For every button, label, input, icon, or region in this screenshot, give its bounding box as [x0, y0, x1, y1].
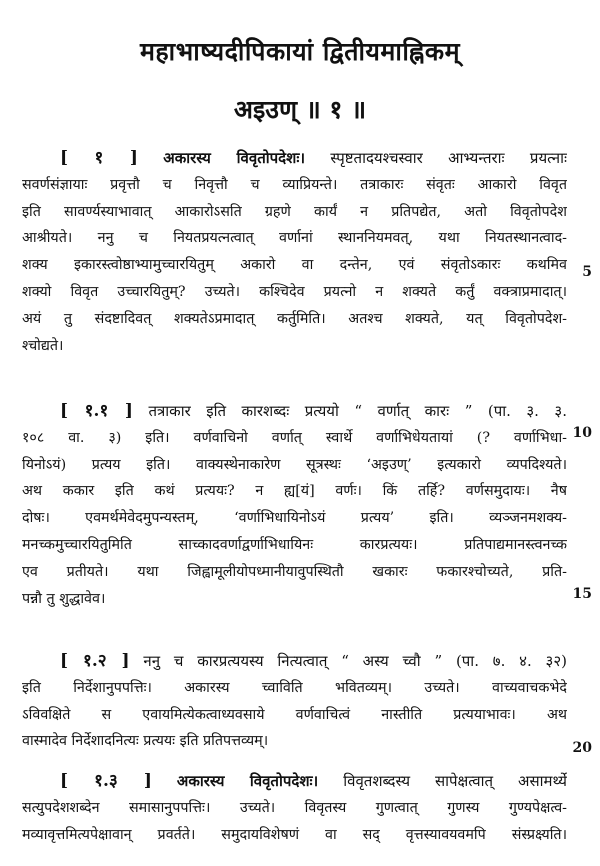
line-number: 10 [572, 425, 592, 441]
section-1 [22, 145, 567, 359]
section-first-line [22, 145, 567, 172]
sutra-heading: अइउण् ॥ १ ॥ [233, 95, 367, 124]
text-line: मव्यावृत्तमित्यपेक्षावान् प्रवर्तते। समुदायविशेषणं वा सद् वृत्तस्यावयवमपि संस्प्रक्ष्यति। [22, 826, 567, 843]
text-line: सत्युपदेशशब्देन समासानुपपत्तिः। उच्यते। विवृतस्य गुणत्वात् गुणस्य गुण्यपेक्षत्व- [22, 799, 567, 816]
text-line: ऽविवक्षिते स एवायमित्येकत्वाध्यवसाये वर्णवाचित्वं नास्तीति प्रत्ययाभावः। अथ [22, 706, 567, 723]
section-1-1 [22, 398, 567, 612]
text-line: दोषः। एवमर्थमेवेदमुपन्यस्तम्, ‘वर्णाभिधायिनोऽयं प्रत्यय’ इति। व्यञ्जनमशक्य- [22, 510, 567, 527]
text-line: शक्यो विवृत उच्चारयितुम्? उच्यते। कश्चिदेव प्रयत्नो न शक्यते कर्तुं वक्त्राप्रमादात्। [22, 283, 567, 300]
section-first-line [22, 398, 567, 425]
text-line: एव प्रतीयते। यथा जिह्वामूलीयोपध्मानीयावुपस्थितौ खकारः फकारश्चोच्यते, प्रति- [22, 563, 567, 580]
text-line: यिनोऽयं) प्रत्यय इति। वाक्यस्थेनाकारेण सूत्रस्थः ‘अइउण्’ इत्यकारो व्यपदिश्यते। [22, 456, 567, 473]
section-label: [ १ ] [60, 148, 138, 168]
text-line: अथ ककार इति कथं प्रत्ययः? न ह्य[यं] वर्णः। किं तर्हि? वर्णसमुदायः। नैष [22, 483, 567, 500]
line-number: 15 [572, 586, 592, 602]
text-line: विवृतशब्दस्य सापेक्षत्वात् असामर्थ्ये [343, 772, 567, 790]
line-number: 5 [582, 264, 592, 280]
section-label: [ १.२ ] [60, 651, 130, 671]
text-line: इति निर्देशानुपपत्तिः। अकारस्य च्वाविति भवितव्यम्। उच्यते। वाच्यवाचकभेदे [22, 679, 567, 696]
text-line: अयं तु संदष्टादिवत् शक्यतेऽप्रमादात् कर्तुमिति। अतश्च शक्यते, यत् विवृतोपदेश- [22, 310, 567, 327]
section-first-line [22, 648, 567, 675]
section-label: [ १.१ ] [60, 401, 133, 421]
section-label: [ १.३ ] [60, 771, 152, 791]
line-number: 20 [572, 740, 592, 756]
text-line: वास्मादेव निर्देशादनित्यः प्रत्ययः इति प्रतिपत्तव्यम्। [22, 733, 269, 750]
text-line: मनच्कमुच्चारयितुमिति साच्कादवर्णाद्वर्णाभिधायिनः कारप्रत्ययः। प्रतिपाद्यमानस्त्वनच्क [22, 536, 567, 553]
section-1-2 [22, 648, 567, 755]
section-first-line [22, 768, 567, 795]
text-line: इति सावर्ण्यस्याभावात् आकारोऽसति ग्रहणे कार्यं न प्रतिपद्येत, अतो विवृतोपदेश [22, 203, 567, 220]
section-heading: अकारस्य विवृतोपदेशः। [163, 149, 306, 167]
section-heading: अकारस्य विवृतोपदेशः। [176, 772, 319, 790]
text-line: श्चोद्यते। [22, 337, 64, 354]
page-title: महाभाष्यदीपिकायां द्वितीयमाह्निकम् [139, 37, 461, 66]
text-line: १०८ वा. ३) इति। वर्णवाचिनो वर्णात् स्वार्थे वर्णाभिधेयतायां (? वर्णाभिधा- [22, 429, 567, 446]
text-line: ननु च कारप्रत्ययस्य नित्यत्वात् “ अस्य च्वौ ” (पा. ७. ४. ३२) [143, 652, 567, 670]
text-line: तत्राकार इति कारशब्दः प्रत्ययो “ वर्णात् कारः ” (पा. ३. ३. [148, 402, 567, 420]
text-line: स्पृष्टतादयश्चस्वार आभ्यन्तराः प्रयत्नाः [330, 149, 567, 167]
section-1-3 [22, 768, 567, 848]
text-line: सवर्णसंज्ञायाः प्रवृत्तौ च निवृत्तौ च व्याप्रियन्ते। तत्राकारः संवृतः आकारो विवृत [22, 176, 567, 193]
text-line: पन्नौ तु शुद्धावेव। [22, 590, 106, 607]
text-line: आश्रीयते। ननु च नियतप्रयत्नत्वात् वर्णानां स्थाननियमवत्, यथा नियतस्थानत्वाद- [22, 230, 567, 247]
text-line: शक्य इकारस्त्वोष्ठाभ्यामुच्चारयितुम् अकारो वा दन्तेन, एवं संवृतोऽकारः कथमिव [22, 257, 567, 274]
